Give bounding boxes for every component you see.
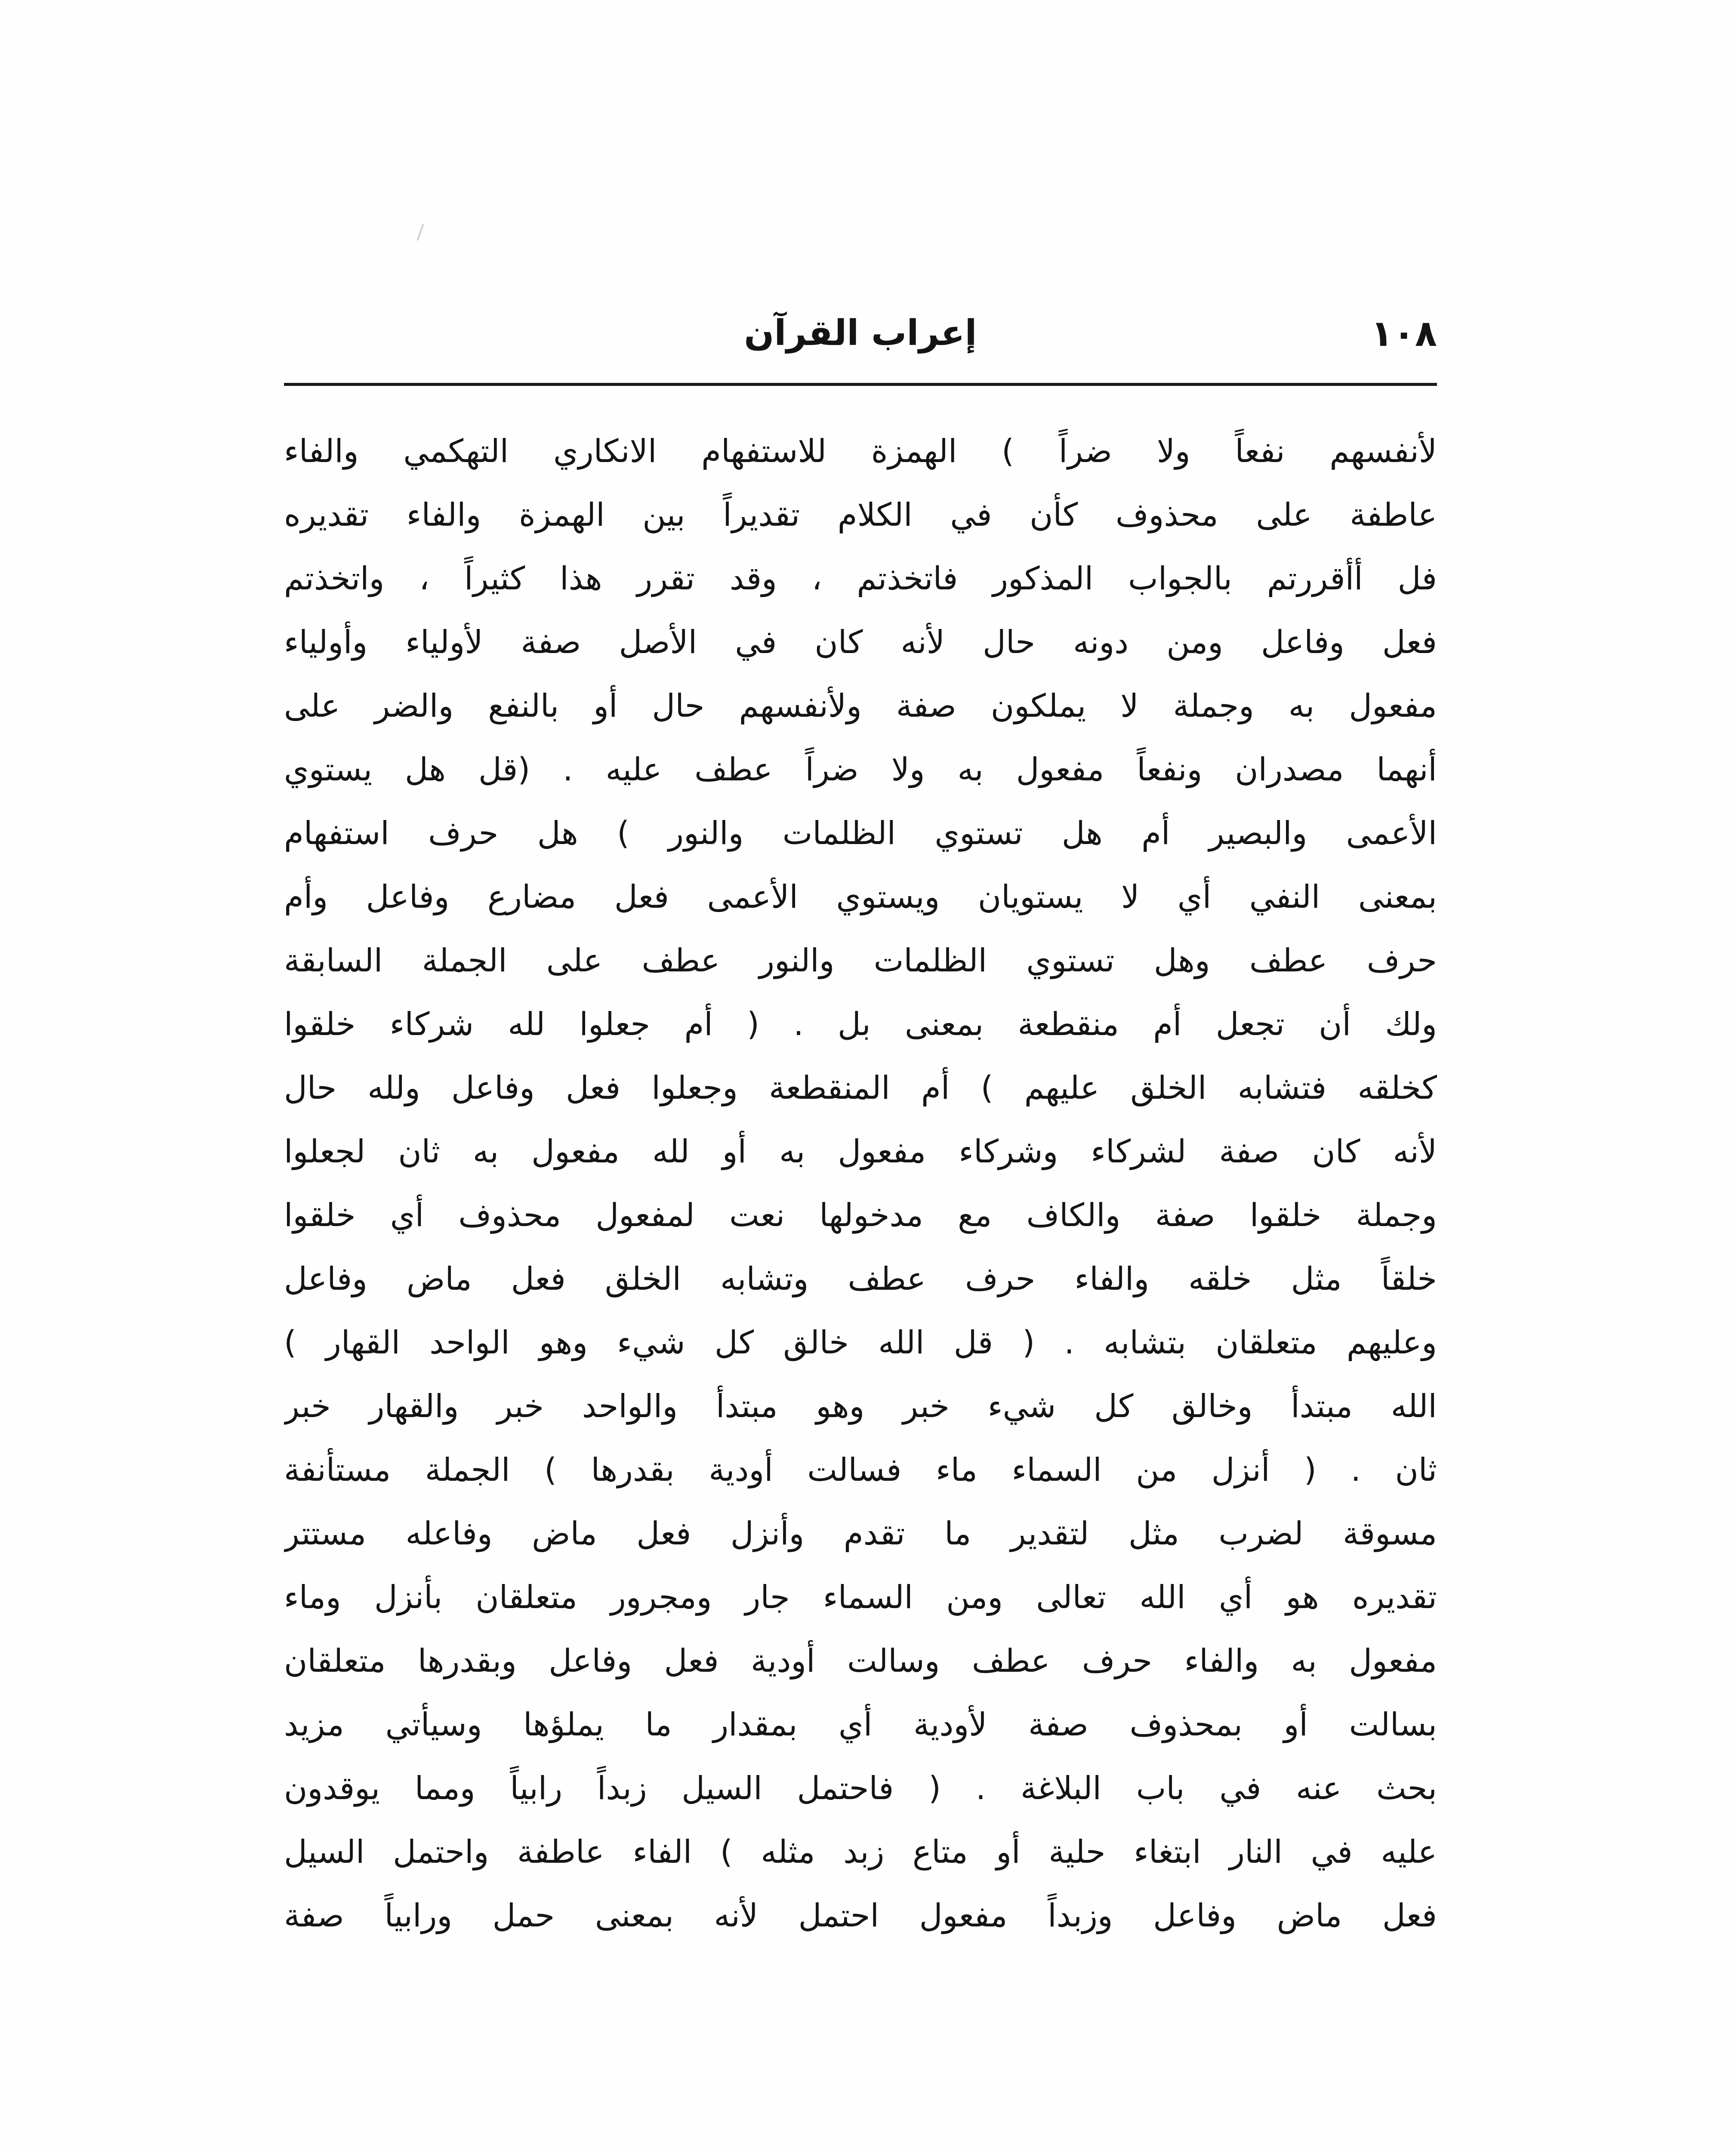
text-line: الله مبتدأ وخالق كل شيء خبر وهو مبتدأ والواحد خبر والقهار خبر <box>284 1388 1437 1425</box>
text-line: لأنه كان صفة لشركاء وشركاء مفعول به أو لله مفعول به ثان لجعلوا <box>284 1133 1437 1170</box>
text-line: مفعول به والفاء حرف عطف وسالت أودية فعل وفاعل وبقدرها متعلقان <box>284 1643 1437 1680</box>
text-line: عليه في النار ابتغاء حلية أو متاع زبد مثله ) الفاء عاطفة واحتمل السيل <box>284 1834 1437 1871</box>
text-line: مفعول به وجملة لا يملكون صفة ولأنفسهم حال أو بالنفع والضر على <box>284 687 1437 724</box>
text-line: خلقاً مثل خلقه والفاء حرف عطف وتشابه الخلق فعل ماض وفاعل <box>284 1260 1437 1297</box>
page-number: ١٠٨ <box>1371 312 1437 354</box>
text-line: حرف عطف وهل تستوي الظلمات والنور عطف على الجملة السابقة <box>284 942 1437 979</box>
running-title: إعراب القرآن <box>744 313 977 354</box>
text-line: عاطفة على محذوف كأن في الكلام تقديراً بين الهمزة والفاء تقديره <box>284 496 1437 533</box>
header-divider <box>284 383 1437 386</box>
text-line: فعل وفاعل ومن دونه حال لأنه كان في الأصل صفة لأولياء وأولياء <box>284 624 1437 661</box>
scan-speck <box>416 224 424 241</box>
text-line: مسوقة لضرب مثل لتقدير ما تقدم وأنزل فعل ماض وفاعله مستتر <box>284 1515 1437 1552</box>
text-line: وجملة خلقوا صفة والكاف مع مدخولها نعت لمفعول محذوف أي خلقوا <box>284 1197 1437 1234</box>
text-line: بمعنى النفي أي لا يستويان ويستوي الأعمى فعل مضارع وفاعل وأم <box>284 878 1437 915</box>
text-line: كخلقه فتشابه الخلق عليهم ) أم المنقطعة وجعلوا فعل وفاعل ولله حال <box>284 1069 1437 1106</box>
text-line: أنهما مصدران ونفعاً مفعول به ولا ضراً عطف عليه . (قل هل يستوي <box>284 751 1437 788</box>
text-line: ثان . ( أنزل من السماء ماء فسالت أودية بقدرها ) الجملة مستأنفة <box>284 1451 1437 1488</box>
text-line: فل أأقررتم بالجواب المذكور فاتخذتم ، وقد تقرر هذا كثيراً ، واتخذتم <box>284 560 1437 597</box>
text-line: لأنفسهم نفعاً ولا ضراً ) الهمزة للاستفهام الانكاري التهكمي والفاء <box>284 433 1437 470</box>
body-text <box>284 419 1437 1948</box>
text-line: الأعمى والبصير أم هل تستوي الظلمات والنور ) هل حرف استفهام <box>284 815 1437 852</box>
text-line: وعليهم متعلقان بتشابه . ( قل الله خالق كل شيء وهو الواحد القهار ) <box>284 1324 1437 1361</box>
page-header <box>284 301 1437 366</box>
text-line: تقديره هو أي الله تعالى ومن السماء جار ومجرور متعلقان بأنزل وماء <box>284 1579 1437 1616</box>
text-line: بسالت أو بمحذوف صفة لأودية أي بمقدار ما يملؤها وسيأتي مزيد <box>284 1706 1437 1743</box>
text-line: بحث عنه في باب البلاغة . ( فاحتمل السيل زبداً رابياً ومما يوقدون <box>284 1770 1437 1807</box>
text-line: ولك أن تجعل أم منقطعة بمعنى بل . ( أم جعلوا لله شركاء خلقوا <box>284 1006 1437 1043</box>
text-line: فعل ماض وفاعل وزبداً مفعول احتمل لأنه بمعنى حمل ورابياً صفة <box>284 1897 1437 1934</box>
